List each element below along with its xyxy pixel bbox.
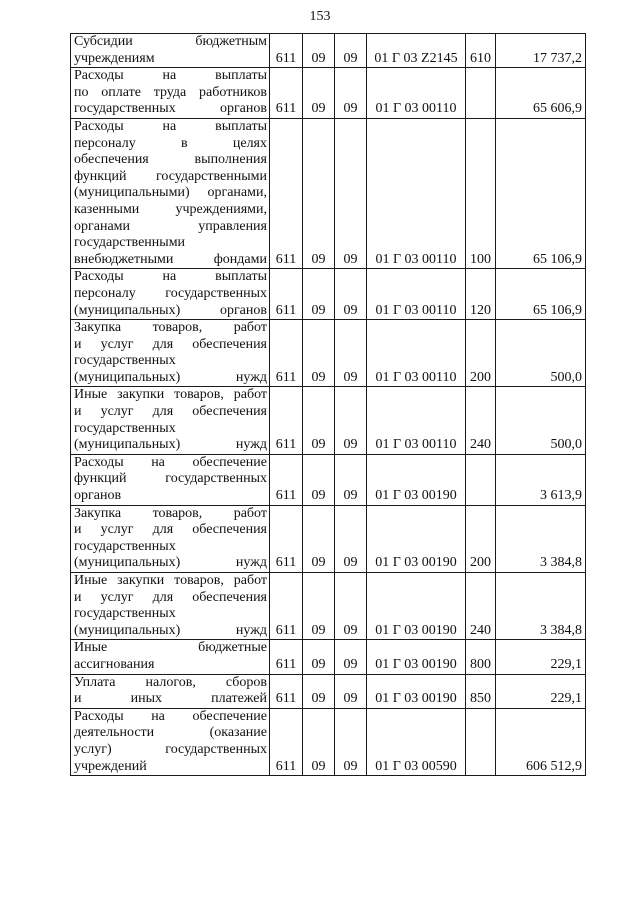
description-line: (муниципальных) нужд bbox=[74, 437, 267, 453]
description-line: Иные закупки товаров, работ bbox=[74, 573, 267, 588]
description-line: и услуг для обеспечения bbox=[74, 336, 267, 352]
description-cell bbox=[71, 454, 270, 505]
target-article-cell: 01 Г 03 00190 bbox=[367, 674, 466, 708]
description-line: Расходы на обеспечение bbox=[74, 708, 267, 724]
amount-cell: 65 106,9 bbox=[496, 269, 586, 320]
description-line: учреждений bbox=[74, 758, 147, 774]
section-code-cell: 09 bbox=[303, 320, 335, 387]
section-code-cell: 09 bbox=[303, 387, 335, 454]
subsection-code-cell: 09 bbox=[335, 505, 367, 572]
table-row bbox=[71, 640, 586, 674]
description-cell bbox=[71, 505, 270, 572]
ministry-code-cell: 611 bbox=[270, 34, 303, 68]
table-row bbox=[71, 320, 586, 387]
expense-type-cell: 100 bbox=[466, 118, 496, 268]
description-line: Расходы на выплаты bbox=[74, 269, 267, 285]
expense-type-cell bbox=[466, 454, 496, 505]
description-line: Иные закупки товаров, работ bbox=[74, 387, 267, 403]
ministry-code-cell: 611 bbox=[270, 454, 303, 505]
description-line: Иные бюджетные bbox=[74, 640, 267, 656]
amount-cell: 3 384,8 bbox=[496, 573, 586, 640]
budget-table-body bbox=[71, 34, 586, 776]
target-article-cell: 01 Г 03 00190 bbox=[367, 505, 466, 572]
description-line: по оплате труда работников bbox=[74, 84, 267, 100]
description-line: Закупка товаров, работ bbox=[74, 320, 267, 336]
description-cell bbox=[71, 708, 270, 775]
description-line: и услуг для обеспечения bbox=[74, 522, 267, 538]
table-row bbox=[71, 34, 586, 68]
section-code-cell: 09 bbox=[303, 269, 335, 320]
description-line: обеспечения выполнения bbox=[74, 152, 267, 168]
description-line: учреждениям bbox=[74, 50, 155, 66]
subsection-code-cell: 09 bbox=[335, 454, 367, 505]
expense-type-cell: 200 bbox=[466, 505, 496, 572]
description-cell bbox=[71, 34, 270, 68]
description-line: деятельности (оказание bbox=[74, 725, 267, 741]
table-row bbox=[71, 68, 586, 119]
description-line: государственных bbox=[74, 538, 176, 554]
description-line: и услуг для обеспечения bbox=[74, 589, 267, 605]
description-line: казенными учреждениями, bbox=[74, 201, 267, 217]
section-code-cell: 09 bbox=[303, 68, 335, 119]
description-cell bbox=[71, 640, 270, 674]
description-line: (муниципальных) органов bbox=[74, 302, 267, 318]
expense-type-cell: 610 bbox=[466, 34, 496, 68]
description-cell bbox=[71, 387, 270, 454]
amount-cell: 3 384,8 bbox=[496, 505, 586, 572]
ministry-code-cell: 611 bbox=[270, 320, 303, 387]
expense-type-cell: 240 bbox=[466, 573, 496, 640]
table-row bbox=[71, 573, 586, 640]
description-line: услуг) государственных bbox=[74, 741, 267, 757]
section-code-cell: 09 bbox=[303, 118, 335, 268]
description-cell bbox=[71, 674, 270, 708]
section-code-cell: 09 bbox=[303, 708, 335, 775]
subsection-code-cell: 09 bbox=[335, 34, 367, 68]
expense-type-cell: 240 bbox=[466, 387, 496, 454]
section-code-cell: 09 bbox=[303, 674, 335, 708]
description-line: государственных bbox=[74, 606, 176, 622]
description-line: (муниципальных) нужд bbox=[74, 622, 267, 638]
amount-cell: 229,1 bbox=[496, 640, 586, 674]
section-code-cell: 09 bbox=[303, 640, 335, 674]
subsection-code-cell: 09 bbox=[335, 640, 367, 674]
subsection-code-cell: 09 bbox=[335, 118, 367, 268]
amount-cell: 500,0 bbox=[496, 387, 586, 454]
description-line: и услуг для обеспечения bbox=[74, 404, 267, 420]
description-line: внебюджетными фондами bbox=[74, 251, 267, 267]
amount-cell: 606 512,9 bbox=[496, 708, 586, 775]
subsection-code-cell: 09 bbox=[335, 320, 367, 387]
table-row bbox=[71, 118, 586, 268]
table-row bbox=[71, 708, 586, 775]
subsection-code-cell: 09 bbox=[335, 708, 367, 775]
amount-cell: 17 737,2 bbox=[496, 34, 586, 68]
amount-cell: 3 613,9 bbox=[496, 454, 586, 505]
description-line: (муниципальных) нужд bbox=[74, 555, 267, 571]
amount-cell: 229,1 bbox=[496, 674, 586, 708]
ministry-code-cell: 611 bbox=[270, 387, 303, 454]
section-code-cell: 09 bbox=[303, 454, 335, 505]
description-line: персоналу в целях bbox=[74, 135, 267, 151]
ministry-code-cell: 611 bbox=[270, 269, 303, 320]
expense-type-cell: 850 bbox=[466, 674, 496, 708]
ministry-code-cell: 611 bbox=[270, 505, 303, 572]
description-line: Расходы на обеспечение bbox=[74, 454, 267, 470]
target-article-cell: 01 Г 03 Z2145 bbox=[367, 34, 466, 68]
subsection-code-cell: 09 bbox=[335, 269, 367, 320]
description-line: Расходы на выплаты bbox=[74, 118, 267, 134]
ministry-code-cell: 611 bbox=[270, 68, 303, 119]
expense-type-cell bbox=[466, 68, 496, 119]
section-code-cell: 09 bbox=[303, 573, 335, 640]
ministry-code-cell: 611 bbox=[270, 118, 303, 268]
description-line: ассигнования bbox=[74, 656, 155, 672]
description-cell bbox=[71, 68, 270, 119]
target-article-cell: 01 Г 03 00590 bbox=[367, 708, 466, 775]
ministry-code-cell: 611 bbox=[270, 674, 303, 708]
description-line: государственных bbox=[74, 420, 176, 436]
table-row bbox=[71, 387, 586, 454]
description-cell bbox=[71, 118, 270, 268]
expense-type-cell: 120 bbox=[466, 269, 496, 320]
expense-type-cell: 800 bbox=[466, 640, 496, 674]
page-number: 153 bbox=[309, 9, 331, 24]
target-article-cell: 01 Г 03 00110 bbox=[367, 68, 466, 119]
subsection-code-cell: 09 bbox=[335, 573, 367, 640]
budget-table bbox=[70, 33, 586, 776]
ministry-code-cell: 611 bbox=[270, 640, 303, 674]
description-line: персоналу государственных bbox=[74, 285, 267, 301]
target-article-cell: 01 Г 03 00110 bbox=[367, 387, 466, 454]
target-article-cell: 01 Г 03 00110 bbox=[367, 118, 466, 268]
target-article-cell: 01 Г 03 00190 bbox=[367, 454, 466, 505]
description-line: и иных платежей bbox=[74, 691, 267, 707]
subsection-code-cell: 09 bbox=[335, 387, 367, 454]
amount-cell: 65 106,9 bbox=[496, 118, 586, 268]
target-article-cell: 01 Г 03 00110 bbox=[367, 320, 466, 387]
description-line: Уплата налогов, сборов bbox=[74, 674, 267, 690]
amount-cell: 65 606,9 bbox=[496, 68, 586, 119]
ministry-code-cell: 611 bbox=[270, 708, 303, 775]
table-row bbox=[71, 505, 586, 572]
ministry-code-cell: 611 bbox=[270, 573, 303, 640]
description-line: Расходы на выплаты bbox=[74, 68, 267, 84]
subsection-code-cell: 09 bbox=[335, 68, 367, 119]
description-line: государственных bbox=[74, 353, 176, 369]
description-line: функций государственных bbox=[74, 471, 267, 487]
target-article-cell: 01 Г 03 00110 bbox=[367, 269, 466, 320]
expense-type-cell bbox=[466, 708, 496, 775]
description-line: государственных органов bbox=[74, 101, 267, 117]
description-line: органами управления bbox=[74, 218, 267, 234]
description-line: Закупка товаров, работ bbox=[74, 505, 267, 521]
amount-cell: 500,0 bbox=[496, 320, 586, 387]
table-row bbox=[71, 269, 586, 320]
description-cell bbox=[71, 269, 270, 320]
description-line: (муниципальных) нужд bbox=[74, 369, 267, 385]
table-row bbox=[71, 674, 586, 708]
description-cell bbox=[71, 320, 270, 387]
description-line: органов bbox=[74, 488, 122, 504]
section-code-cell: 09 bbox=[303, 505, 335, 572]
description-line: Субсидии бюджетным bbox=[74, 34, 267, 49]
subsection-code-cell: 09 bbox=[335, 674, 367, 708]
target-article-cell: 01 Г 03 00190 bbox=[367, 640, 466, 674]
expense-type-cell: 200 bbox=[466, 320, 496, 387]
target-article-cell: 01 Г 03 00190 bbox=[367, 573, 466, 640]
description-cell bbox=[71, 573, 270, 640]
section-code-cell: 09 bbox=[303, 34, 335, 68]
description-line: функций государственными bbox=[74, 168, 267, 184]
table-row bbox=[71, 454, 586, 505]
description-line: (муниципальными) органами, bbox=[74, 185, 267, 201]
description-line: государственными bbox=[74, 235, 186, 251]
